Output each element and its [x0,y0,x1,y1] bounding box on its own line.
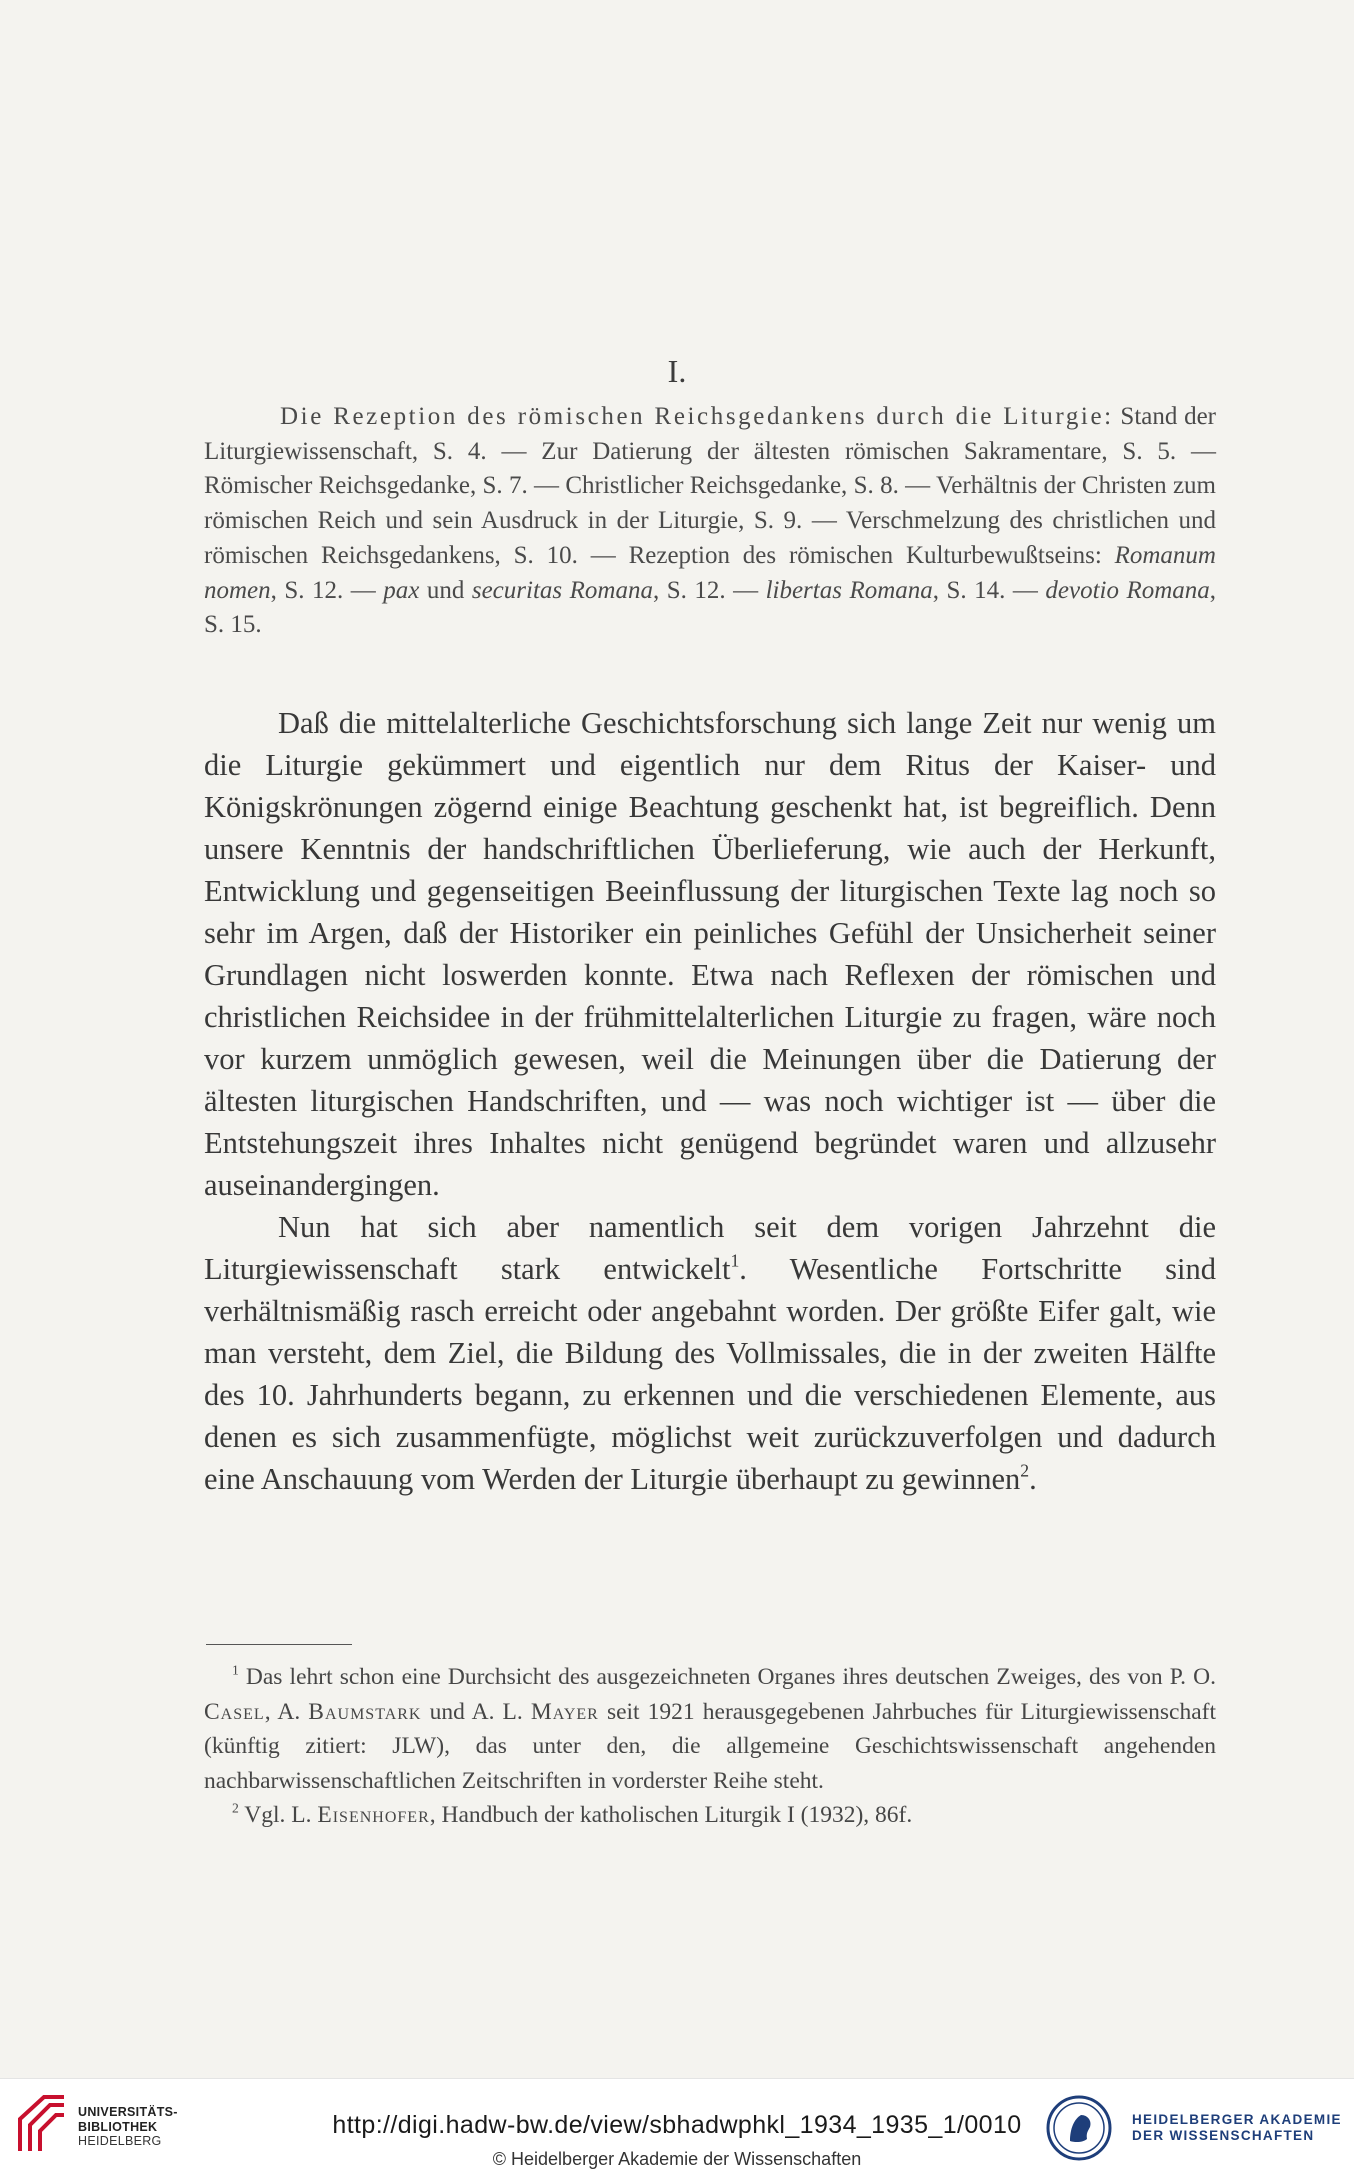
academy-seal-logo-icon[interactable] [1046,2095,1112,2161]
footnotes [204,1660,1216,1833]
footnote-1: $^1$ Das lehrt schon eine Durchsicht des ausgezeichneten Organes ihres deutschen Zweiges, des von P. O. Casel, A. Baumstark und A. L. Mayer seit 1921 herausgegebenen Jahrbuches für Liturgiewissenschaft (künftig zitiert: JLW), das unter den, die allgemeine Geschichtswissenschaft angehenden nachbarwissenschaftlichen Zeitschriften in vorderster Reihe steht. [204,1662,1216,1794]
chapter-summary: Die Rezeption des römischen Reichsgedankens durch die Liturgie: Stand der Liturgiewissenschaft, S. 4. — Zur Datierung der ältesten römischen Sakramentare, S. 5. — Römischer Reichsgedanke, S. 7. — Christlicher Reichsgedanke, S. 8. — Verhältnis der Christen zum römischen Reich und sein Ausdruck in der Liturgie, S. 9. — Verschmelzung des christlichen und römischen Reichsgedankens, S. 10. — Rezeption des römischen Kulturbewußtseins: Romanum nomen, S. 12. — pax und securitas Romana, S. 12. — libertas Romana, S. 14. — devotio Romana, S. 15. [204,403,1217,639]
chapter-number: I. [667,353,687,389]
viewer-footer [0,2078,1354,2177]
academy-name: HEIDELBERGER AKADEMIE DER WISSENSCHAFTEN [1132,2112,1342,2143]
permalink-url[interactable]: http://digi.hadw-bw.de/view/sbhadwphkl_1934_1935_1/0010 [332,2111,1022,2139]
summary-heading: Die Rezeption des römischen Reichsgedankens durch die Liturgie: [280,403,1114,430]
footnote-divider [206,1644,352,1645]
body-text [204,702,1216,1500]
library-name: UNIVERSITÄTS- BIBLIOTHEK HEIDELBERG [78,2105,178,2148]
footnote-ref-2: 2 [1020,1460,1030,1481]
footnote-2: $^2$ Vgl. L. Eisenhofer, Handbuch der katholischen Liturgik I (1932), 86f. [232,1800,913,1829]
copyright-notice: © Heidelberger Akademie der Wissenschaften [492,2149,862,2169]
paragraph-1: Daß die mittelalterliche Geschichtsforschung sich lange Zeit nur wenig um die Liturgie gekümmert und eigentlich nur dem Ritus der Kaiser- und Königskrönungen zögernd einige Beachtung geschenkt hat, ist begreiflich. Denn unsere Kenntnis der handschriftlichen Überlieferung, wie auch der Herkunft, Entwicklung und gegenseitigen Beeinflussung der liturgischen Texte lag noch so sehr im Argen, daß der Historiker ein peinliches Gefühl der Unsicherheit seiner Grundlagen nicht loswerden konnte. Etwa nach Reflexen der römischen und christlichen Reichsidee in der frühmittelalterlichen Liturgie zu fragen, wäre noch vor kurzem unmöglich gewesen, weil die Meinungen über die Datierung der ältesten liturgischen Handschriften, und — was noch wichtiger ist — über die Entstehungszeit ihres Inhaltes nicht genügend begründet waren und allzusehr auseinandergingen. [204,706,1216,1202]
paragraph-2: Nun hat sich aber namentlich seit dem vorigen Jahrzehnt die Liturgiewissenschaft stark entwickelt$^1$. Wesentliche Fortschritte sind verhältnismäßig rasch erreicht oder angebahnt worden. Der größte Eifer galt, wie man versteht, dem Ziel, die Bildung des Vollmissales, die in der zweiten Hälfte des 10. Jahrhunderts begann, zu erkennen und die verschiedenen Elemente, aus denen es sich zusammenfügte, möglichst weit zurückzuverfolgen und dadurch eine Anschauung vom Werden der Liturgie überhaupt zu gewinnen$^2$. [204,1210,1216,1496]
footnote-ref-1: 1 [730,1250,740,1271]
